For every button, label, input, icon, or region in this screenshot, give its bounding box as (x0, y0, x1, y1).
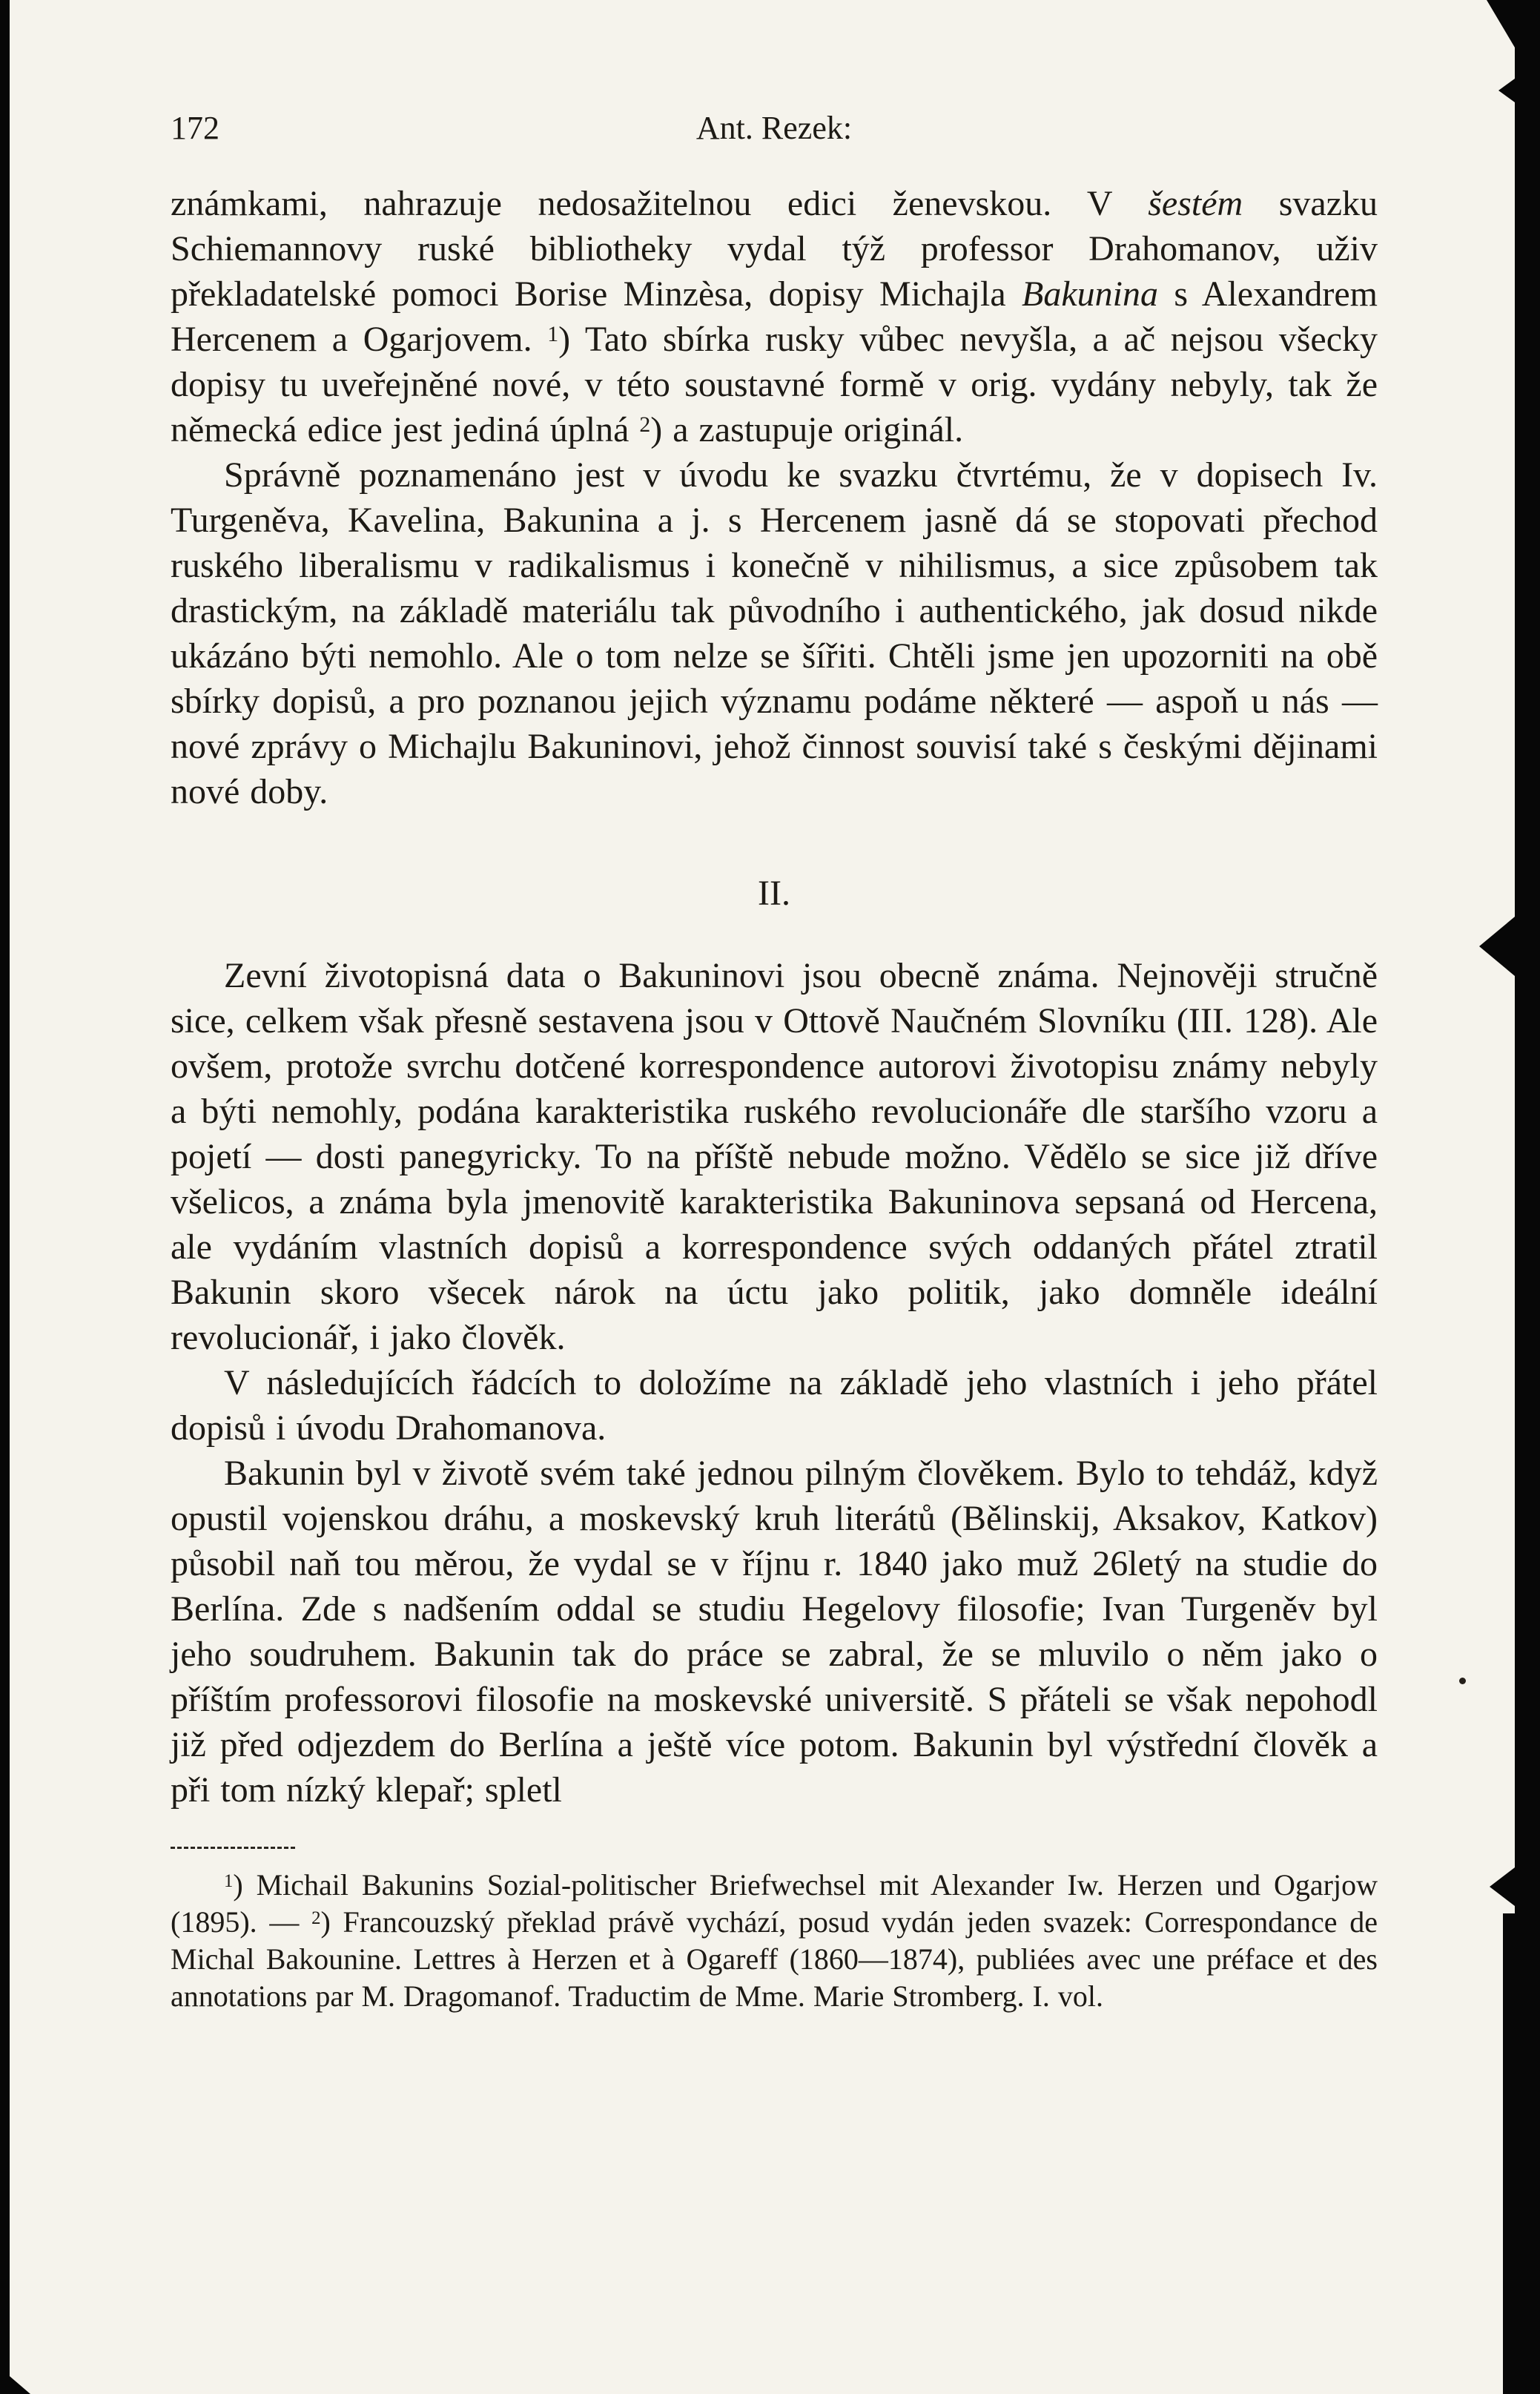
paragraph-1: známkami, nahrazuje nedosažitelnou edici ženevskou. V šestém svazku Schiemannovy ruské bibliotheky vydal týž professor Drahomanov, uživ překladatelské pomoci Borise Minzèsa, dopisy Michajla Bakunina s Alexandrem Hercenem a Ogarjovem. $^1$) Tato sbírka rusky vůbec nevyšla, a ač nejsou všecky dopisy tu uveřejněné nové, v této soustavné formě v orig. vydány nebyly, tak že německá edice jest jediná úplná $^2$) a zastupuje originál. (171, 184, 1378, 449)
scan-artifact-notch-middle (1479, 917, 1515, 976)
paragraph-4: V následujících řádcích to doložíme na základě jeho vlastních i jeho přátel dopisů i úvodu Drahomanova. (171, 1363, 1378, 1448)
body-text (171, 181, 1378, 1813)
paragraph-5: Bakunin byl v životě svém také jednou pilným člověkem. Bylo to tehdáž, když opustil vojenskou dráhu, a moskevský kruh literátů (Bělinskij, Aksakov, Katkov) působil naň tou měrou, že vydal se v říjnu r. 1840 jako muž 26letý na studie do Berlína. Zde s nadšením oddal se studiu Hegelovy filosofie; Ivan Turgeněv byl jeho soudruhem. Bakunin tak do práce se zabral, že se mluvilo o něm jako o příštím professorovi filosofie na moskevské universitě. S přáteli se však nepohodl již před odjezdem do Berlína a ještě více potom. Bakunin byl výstřední člověk a při tom nízký klepař; spletl (171, 1454, 1378, 1810)
page-number: 172 (171, 110, 219, 146)
scan-speck (1459, 1678, 1466, 1684)
footnote-block (171, 1847, 1378, 2015)
scan-edge-left (0, 0, 10, 2394)
scan-edge-right-bottom (1503, 1913, 1540, 2394)
scan-artifact-notch-top (1498, 79, 1515, 102)
book-page (171, 0, 1378, 2015)
scan-corner-top-right (1487, 0, 1515, 47)
running-head: Ant. Rezek: (695, 110, 853, 146)
scan-corner-bottom-left (10, 2376, 30, 2394)
footnote-rule (171, 1847, 295, 1849)
section-heading: II. (758, 874, 790, 913)
paragraph-2: Správně poznamenáno jest v úvodu ke svazku čtvrtému, že v dopisech Iv. Turgeněva, Kavelina, Bakunina a j. s Hercenem jasně dá se stopovati přechod ruského liberalismu v radikalismus i konečně v nihilismus, a sice způsobem tak drastickým, na základě materiálu tak původního i authentického, jak dosud nikde ukázáno býti nemohlo. Ale o tom nelze se šířiti. Chtěli jsme jen upozorniti na obě sbírky dopisů, a pro poznanou jejich významu podáme některé — aspoň u nás — nové zprávy o Michajlu Bakuninovi, jehož činnost souvisí také s českými dějinami nové doby. (171, 455, 1378, 811)
footnote-text: $^1$) Michail Bakunins Sozial-politischer Briefwechsel mit Alexander Iw. Herzen und Ogarjow (1895). — $^2$) Francouzský překlad právě vychází, posud vydán jeden svazek: Correspondance de Michal Bakounine. Lettres à Herzen et à Ogareff (1860—1874), publiées avec une préface et des annotations par M. Dragomanof. Traductim de Mme. Marie Stromberg. I. vol. (171, 1868, 1378, 2013)
page-header (171, 110, 1378, 147)
scan-artifact-notch-lower (1490, 1867, 1515, 1906)
paragraph-3: Zevní životopisná data o Bakuninovi jsou obecně známa. Nejnověji stručně sice, celkem však přesně sestavena jsou v Ottově Naučném Slovníku (III. 128). Ale ovšem, protože svrchu dotčené korrespondence autorovi životopisu známy nebyly a býti nemohly, podána karakteristika ruského revolucionáře dle staršího vzoru a pojetí — dosti panegyricky. To na příště nebude možno. Vědělo se sice již dříve všelicos, a známa byla jmenovitě karakteristika Bakuninova sepsaná od Hercena, ale vydáním vlastních dopisů a korrespondence svých oddaných přátel ztratil Bakunin skoro všecek nárok na úctu jako politik, jako domněle ideální revolucionář, i jako člověk. (171, 956, 1378, 1357)
